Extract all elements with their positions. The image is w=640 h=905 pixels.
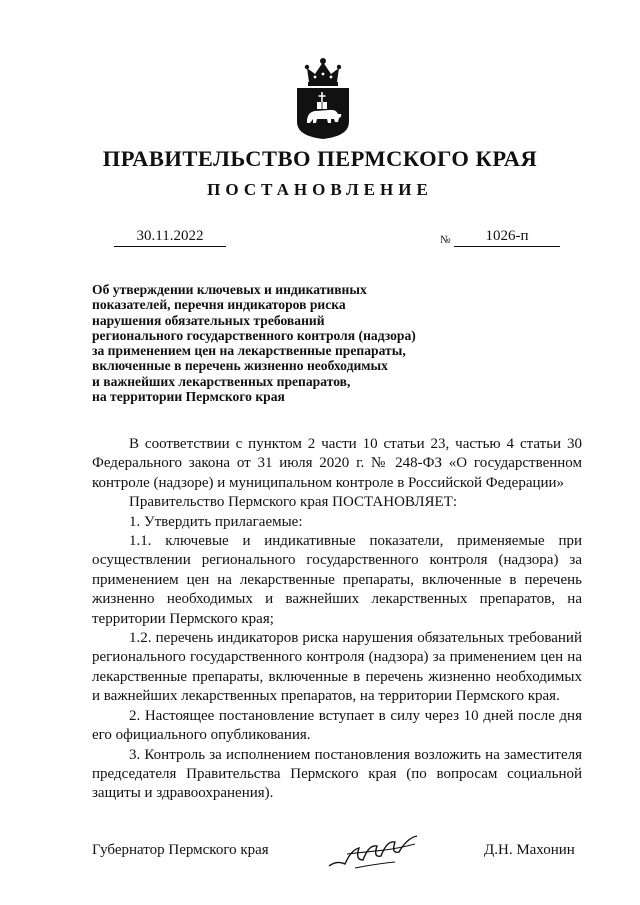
signer-name: Д.Н. Махонин (484, 842, 575, 858)
document-date: 30.11.2022 (114, 228, 226, 247)
clause-1-2: 1.2. перечень индикаторов риска нарушения обязательных требований регионального государственного контроля (надзора) за применением цен на лекарственные препараты, включенные в перечень жизненно необходимых и важнейших лекарственных препаратов, на территории Пермского края. (92, 630, 582, 705)
document-body (92, 435, 582, 804)
decree-paragraph: Правительство Пермского края ПОСТАНОВЛЯЕТ: (129, 494, 458, 511)
document-subject (92, 282, 512, 404)
clause-3: 3. Контроль за исполнением постановления возложить на заместителя председателя Правительства Пермского края (по вопросам социальной защиты и здравоохранения). (92, 746, 582, 802)
handwritten-signature (325, 830, 425, 872)
subject-line: за применением цен на лекарственные препараты, (92, 343, 406, 359)
preamble-paragraph: В соответствии с пунктом 2 части 10 статьи 23, частью 4 статьи 30 Федерального закона от 31 июля 2020 г. № 248-ФЗ «О государственном контроле (надзоре) и муниципальном контроле в Российской Федерации» (92, 436, 582, 491)
subject-line: Об утверждении ключевых и индикативных (92, 282, 367, 297)
clause-2: 2. Настоящее постановление вступает в силу через 10 дней после дня его официального опубликования. (92, 707, 582, 744)
subject-line: и важнейших лекарственных препаратов, (92, 373, 351, 389)
document-type: ПОСТАНОВЛЕНИЕ (207, 180, 433, 199)
clause-1: 1. Утвердить прилагаемые: (129, 513, 303, 530)
subject-line: на территории Пермского края (92, 389, 285, 405)
subject-line: нарушения обязательных требований (92, 312, 325, 328)
government-title: ПРАВИТЕЛЬСТВО ПЕРМСКОГО КРАЯ (102, 146, 538, 171)
document-number: 1026-п (454, 228, 560, 247)
subject-line: регионального государственного контроля (надзора) (92, 327, 416, 343)
signer-title: Губернатор Пермского края (92, 842, 269, 858)
subject-line: показателей, перечня индикаторов риска (92, 297, 346, 313)
clause-1-1: 1.1. ключевые и индикативные показатели, применяемые при осуществлении регионального государственного контроля (надзора) за применением цен на лекарственные препараты, включенные в перечень жизненно необходимых и важнейших лекарственных препаратов, на территории Пермского края; (92, 533, 582, 627)
subject-line: включенные в перечень жизненно необходимых (92, 358, 388, 374)
perm-krai-coat-of-arms-icon (293, 52, 353, 140)
number-label: № (440, 234, 451, 246)
